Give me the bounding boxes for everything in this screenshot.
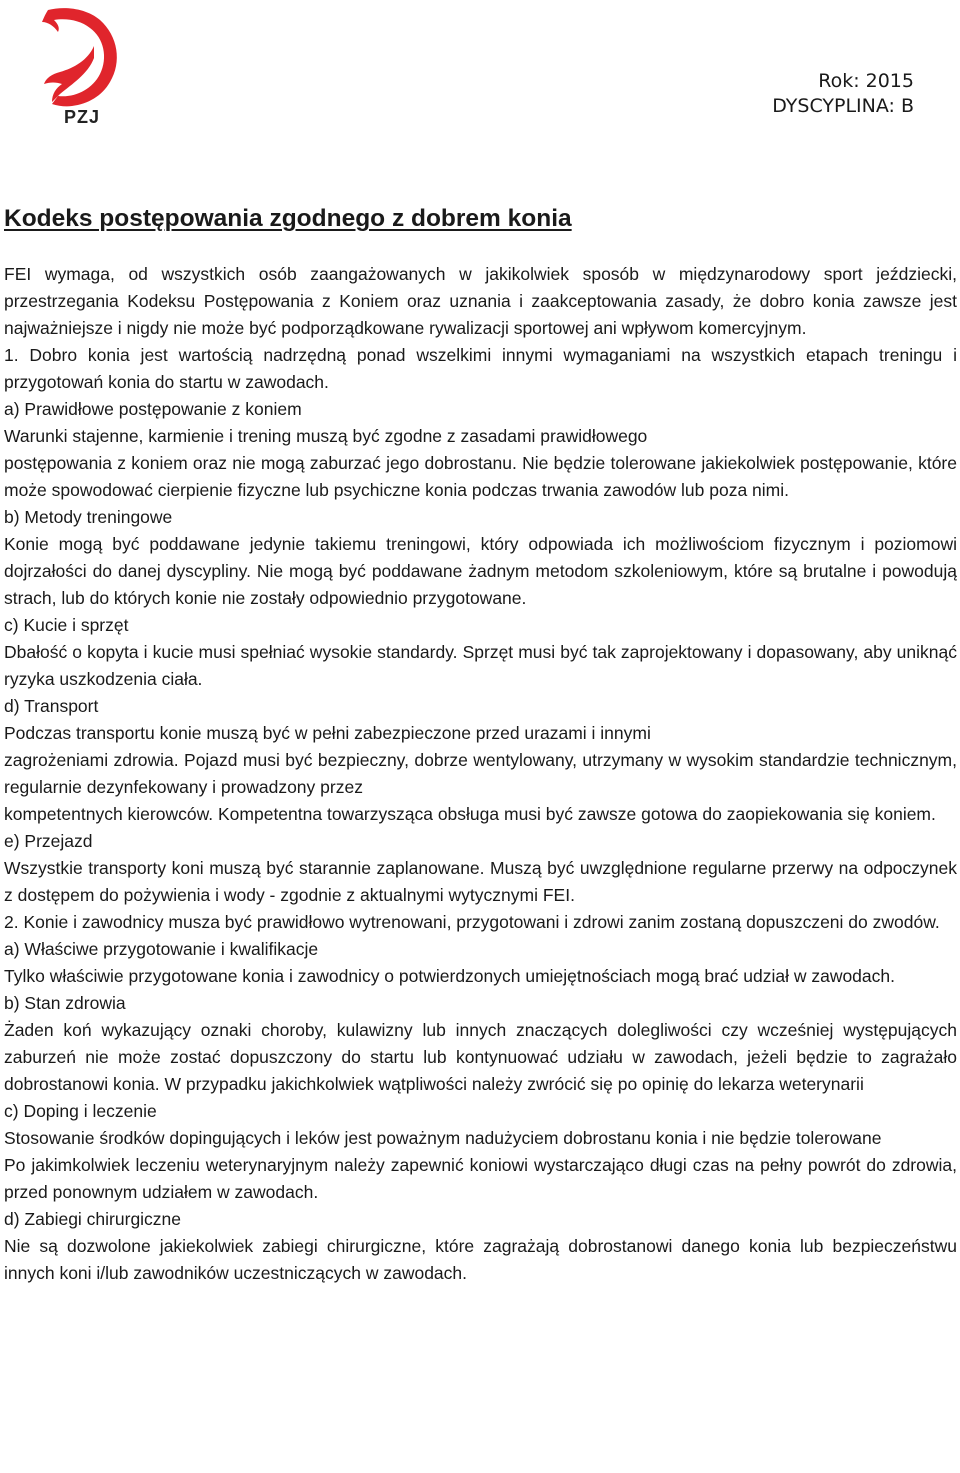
logo-text: PZJ	[64, 107, 101, 127]
section-heading: a) Właściwe przygotowanie i kwalifikacje	[4, 939, 319, 959]
paragraph: Wszystkie transporty koni muszą być starannie zaplanowane. Muszą być uwzględnione regularne przerwy na odpoczynek z dostępem do pożywienia i wody - zgodnie z aktualnymi wytycznymi FEI.	[4, 858, 957, 905]
paragraph: Stosowanie środków dopingujących i leków jest poważnym nadużyciem dobrostanu konia i nie będzie tolerowane	[4, 1128, 882, 1148]
section-heading: b) Metody treningowe	[4, 507, 173, 527]
pzj-logo	[34, 2, 134, 128]
paragraph: Dbałość o kopyta i kucie musi spełniać wysokie standardy. Sprzęt musi być tak zaprojektowany i dopasowany, aby uniknąć ryzyka uszkodzenia ciała.	[4, 642, 957, 689]
header-meta	[772, 69, 914, 119]
paragraph: Żaden koń wykazujący oznaki choroby, kulawizny lub innych znaczących dolegliwości czy wcześniej występujących zaburzeń nie może zostać dopuszczony do startu lub kontynuować udziału w zawodach, jeżeli będzie to zagrażało dobrostanowi konia. W przypadku jakichkolwiek wątpliwości należy zwrócić się po opinię do lekarza weterynarii	[4, 1020, 957, 1094]
section-heading: d) Zabiegi chirurgiczne	[4, 1209, 182, 1229]
paragraph: postępowania z koniem oraz nie mogą zaburzać jego dobrostanu. Nie będzie tolerowane jakiekolwiek postępowanie, które może spowodować cierpienie fizyczne lub psychiczne konia podczas trwania zawodów lub poza nimi.	[4, 453, 957, 500]
paragraph: FEI wymaga, od wszystkich osób zaangażowanych w jakikolwiek sposób w międzynarodowy sport jeździecki, przestrzegania Kodeksu Postępowania z Koniem oraz uznania i zaakceptowania zasady, że dobro konia zawsze jest najważniejsze i nigdy nie może być podporządkowane rywalizacji sportowej ani wpływom komercyjnym.	[4, 264, 957, 338]
paragraph: 2. Konie i zawodnicy musza być prawidłowo wytrenowani, przygotowani i zdrowi zanim zostaną dopuszczeni do zwodów.	[4, 912, 940, 932]
discipline-label: DYSCYPLINA: B	[772, 95, 914, 117]
section-heading: c) Kucie i sprzęt	[4, 615, 129, 635]
paragraph: Podczas transportu konie muszą być w pełni zabezpieczone przed urazami i innymi	[4, 723, 651, 743]
section-heading: d) Transport	[4, 696, 99, 716]
paragraph: zagrożeniami zdrowia. Pojazd musi być bezpieczny, dobrze wentylowany, utrzymany w wysokim standardzie technicznym, regularnie dezynfekowany i prowadzony przez	[4, 750, 957, 797]
paragraph: Po jakimkolwiek leczeniu weterynaryjnym należy zapewnić koniowi wystarczająco długi czas na pełny powrót do zdrowia, przed ponownym udziałem w zawodach.	[4, 1155, 957, 1202]
year-label: Rok: 2015	[818, 70, 914, 92]
section-heading: c) Doping i leczenie	[4, 1101, 157, 1121]
paragraph: Konie mogą być poddawane jedynie takiemu treningowi, który odpowiada ich możliwościom fizycznym i poziomowi dojrzałości do danej dyscypliny. Nie mogą być poddawane żadnym metodom szkoleniowym, które są brutalne i powodują strach, lub do których konie nie zostały odpowiednio przygotowane.	[4, 534, 957, 608]
paragraph: Warunki stajenne, karmienie i trening muszą być zgodne z zasadami prawidłowego	[4, 426, 648, 446]
paragraph: Tylko właściwie przygotowane konia i zawodnicy o potwierdzonych umiejętnościach mogą brać udział w zawodach.	[4, 966, 895, 986]
paragraph: Nie są dozwolone jakiekolwiek zabiegi chirurgiczne, które zagrażają dobrostanowi danego konia lub bezpieczeństwu innych koni i/lub zawodników uczestniczących w zawodach.	[4, 1236, 957, 1283]
document-title: Kodeks postępowania zgodnego z dobrem konia	[4, 205, 572, 232]
section-heading: a) Prawidłowe postępowanie z koniem	[4, 399, 302, 419]
paragraph: kompetentnych kierowców. Kompetentna towarzysząca obsługa musi być zawsze gotowa do zaopiekowania się koniem.	[4, 804, 936, 824]
section-heading: e) Przejazd	[4, 831, 93, 851]
logo-mark-shape	[42, 8, 117, 106]
paragraph: 1. Dobro konia jest wartością nadrzędną ponad wszelkimi innymi wymaganiami na wszystkich etapach treningu i przygotowań konia do startu w zawodach.	[4, 345, 957, 392]
document-body	[4, 261, 957, 1287]
section-heading: b) Stan zdrowia	[4, 993, 126, 1013]
